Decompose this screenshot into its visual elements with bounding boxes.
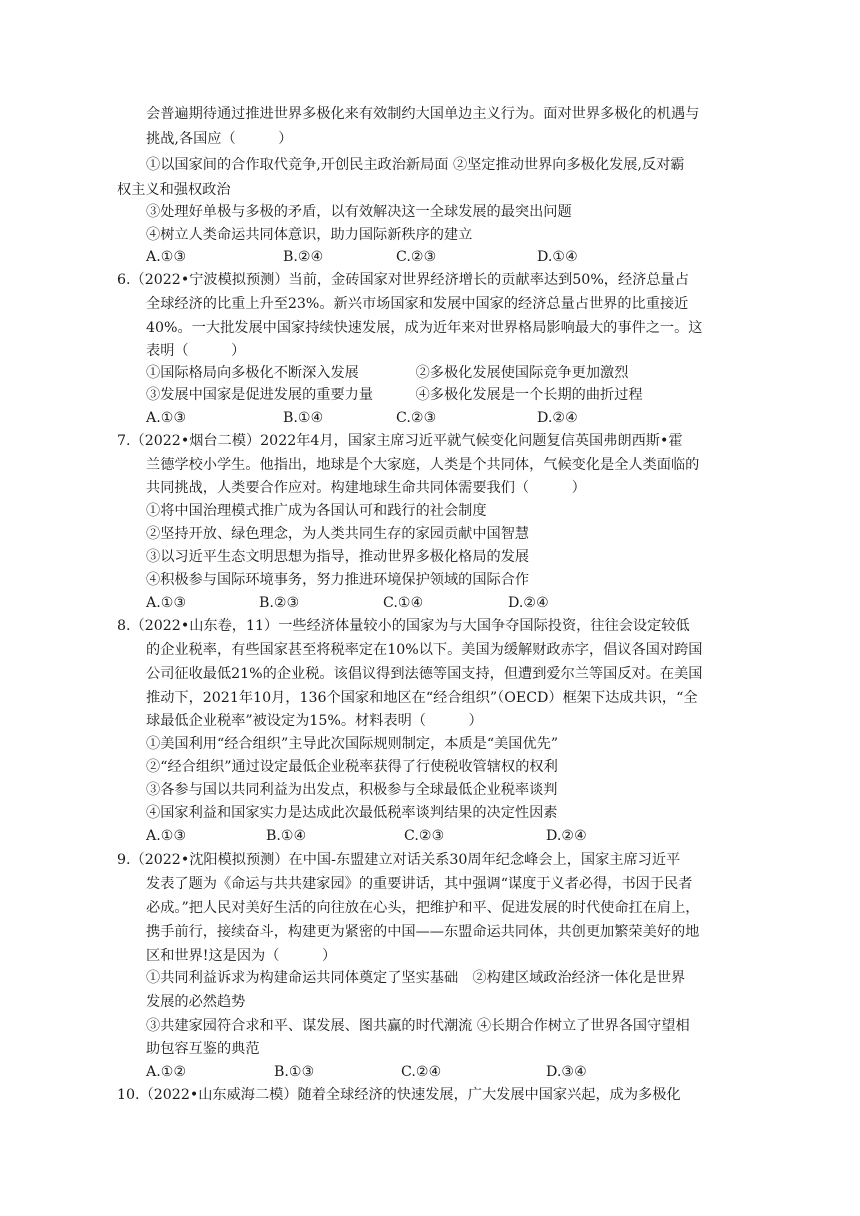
q9-stem-line-3: 必成。”把人民对美好生活的向往放在心头，把维护和平、促进发展的时代使命扛在肩上， <box>146 900 700 916</box>
q8-choice-line-3: ③各参与国以共同利益为出发点，积极参与全球最低企业税率谈判 <box>146 782 558 798</box>
q9-option-c: C.②④ <box>401 1064 442 1080</box>
q6-stem-line-4: 表明（ ） <box>146 343 246 359</box>
q7-stem-line-1: 7.（2022•烟台二模）2022年4月，国家主席习近平就气候变化问题复信英国弗朗西斯•霍 <box>117 433 683 449</box>
q8-choice-line-1: ①美国利用“经合组织”主导此次国际规则制定，本质是“美国优先” <box>146 736 559 752</box>
q9-stem-line-5: 区和世界!这是因为（ ） <box>146 948 337 964</box>
q8-stem-line-5: 球最低企业税率”被设定为15%。材料表明（ ） <box>146 713 483 729</box>
q9-choice-line-3: ③共建家园符合求和平、谋发展、图共赢的时代潮流 ④长期合作树立了世界各国守望相 <box>146 1018 690 1034</box>
q7-stem-line-3: 共同挑战，人类要合作应对。构建地球生命共同体需要我们（ ） <box>146 480 586 496</box>
q8-stem-line-1: 8.（2022•山东卷，11）一些经济体量较小的国家为与大国争夺国际投资，往往会设定较低 <box>117 618 690 634</box>
q7-choice-line-3: ③以习近平生态文明思想为指导，推动世界多极化格局的发展 <box>146 549 530 565</box>
q7-option-d: D.②④ <box>508 595 549 611</box>
q6-stem-line-2: 全球经济的比重上升至23%。新兴市场国家和发展中国家的经济总量占世界的比重接近 <box>146 296 689 312</box>
q5-option-c: C.②③ <box>396 249 437 265</box>
q6-stem-line-3: 40%。一大批发展中国家持续快速发展，成为近年来对世界格局影响最大的事件之一。这 <box>146 320 703 336</box>
q6-option-d: D.②④ <box>537 410 578 426</box>
q7-stem-line-2: 兰德学校小学生。他指出，地球是个大家庭，人类是个共同体，气候变化是全人类面临的 <box>146 457 700 473</box>
q8-stem-line-2: 的企业税率，有些国家甚至将税率定在10%以下。美国为缓解财政赤字，倡议各国对跨国 <box>146 642 703 658</box>
q9-choice-line-1: ①共同利益诉求为构建命运共同体奠定了坚实基础 ②构建区域政治经济一体化是世界 <box>146 970 686 986</box>
q9-option-b: B.①③ <box>274 1064 315 1080</box>
q5-option-a: A.①③ <box>146 249 187 265</box>
q7-option-b: B.②③ <box>259 595 300 611</box>
q5-choice-line-1: ①以国家间的合作取代竞争,开创民主政治新局面 ②坚定推动世界向多极化发展,反对霸 <box>146 157 685 173</box>
q8-option-b: B.①④ <box>266 828 307 844</box>
q6-choice-line-1: ①国际格局向多极化不断深入发展 ②多极化发展使国际竞争更加激烈 <box>146 365 629 381</box>
q8-option-a: A.①③ <box>146 828 187 844</box>
q8-choice-line-4: ④国家利益和国家实力是达成此次最低税率谈判结果的决定性因素 <box>146 805 558 821</box>
q5-stem-line-1: 会普遍期待通过推进世界多极化来有效制约大国单边主义行为。面对世界多极化的机遇与 <box>146 106 700 122</box>
q7-choice-line-1: ①将中国治理模式推广成为各国认可和践行的社会制度 <box>146 503 487 519</box>
q8-stem-line-4: 推动下，2021年10月，136个国家和地区在“经合组织”（OECD）框架下达成共识，“全 <box>146 690 698 706</box>
q7-choice-line-2: ②坚持开放、绿色理念，为人类共同生存的家园贡献中国智慧 <box>146 526 530 542</box>
q5-stem-line-2: 挑战,各国应（ ） <box>146 131 293 147</box>
q7-option-c: C.①④ <box>383 595 424 611</box>
q6-option-a: A.①③ <box>146 410 187 426</box>
q8-stem-line-3: 公司征收最低21%的企业税。该倡议得到法德等国支持，但遭到爱尔兰等国反对。在美国 <box>146 666 703 682</box>
q9-stem-line-4: 携手前行，接续奋斗，构建更为紧密的中国——东盟命运共同体，共创更加繁荣美好的地 <box>146 924 700 940</box>
q10-stem-line-1: 10.（2022•山东威海二模）随着全球经济的快速发展，广大发展中国家兴起，成为多极化 <box>117 1087 681 1103</box>
q9-option-d: D.③④ <box>546 1064 587 1080</box>
q9-choice-line-4: 助包容互鉴的典范 <box>146 1041 260 1057</box>
q9-stem-line-2: 发表了题为《命运与共共建家园》的重要讲话，其中强调“谋度于义者必得，书因于民者 <box>146 876 693 892</box>
q9-option-a: A.①② <box>146 1064 187 1080</box>
q8-choice-line-2: ②“经合组织”通过设定最低企业税率获得了行使税收管辖权的权利 <box>146 759 558 775</box>
q5-choice-line-2: 权主义和强权政治 <box>117 182 231 198</box>
q9-stem-line-1: 9.（2022•沈阳模拟预测）在中国-东盟建立对话关系30周年纪念峰会上，国家主席习近平 <box>117 852 681 868</box>
q5-option-b: B.②④ <box>283 249 324 265</box>
q5-option-d: D.①④ <box>537 249 578 265</box>
q6-option-b: B.①④ <box>283 410 324 426</box>
q7-option-a: A.①③ <box>146 595 187 611</box>
q6-option-c: C.②③ <box>396 410 437 426</box>
q8-option-c: C.②③ <box>404 828 445 844</box>
q8-option-d: D.②④ <box>546 828 587 844</box>
q5-choice-line-3: ③处理好单极与多极的矛盾，以有效解决这一全球发展的最突出问题 <box>146 204 572 220</box>
q5-choice-line-4: ④树立人类命运共同体意识，助力国际新秩序的建立 <box>146 227 473 243</box>
q6-stem-line-1: 6.（2022•宁波模拟预测）当前，金砖国家对世界经济增长的贡献率达到50%，经济总量占 <box>117 272 689 288</box>
q7-choice-line-4: ④积极参与国际环境事务，努力推进环境保护领域的国际合作 <box>146 572 530 588</box>
q9-choice-line-2: 发展的必然趋势 <box>146 994 246 1010</box>
q6-choice-line-2: ③发展中国家是促进发展的重要力量 ④多极化发展是一个长期的曲折过程 <box>146 387 643 403</box>
